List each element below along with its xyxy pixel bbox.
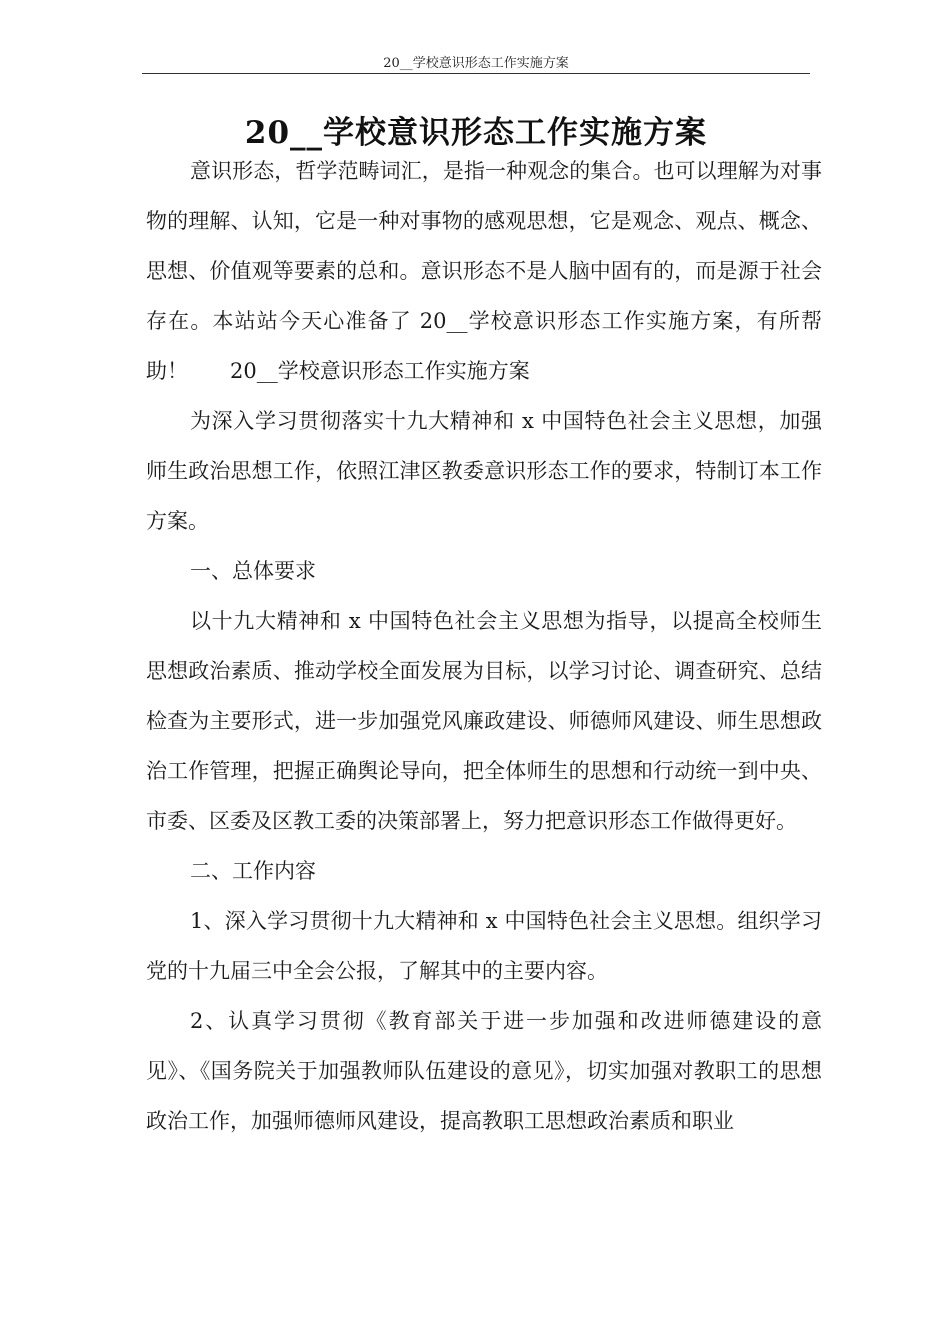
paragraph-item-2: 2、认真学习贯彻《教育部关于进一步加强和改进师德建设的意见》、《国务院关于加强教师队伍建设的意见》，切实加强对教职工的思想政治工作，加强师德师风建设，提高教职工思想政治素质和职业 [146, 1009, 822, 1133]
paragraph-purpose: 为深入学习贯彻落实十九大精神和 x 中国特色社会主义思想，加强师生政治思想工作，依照江津区教委意识形态工作的要求，特制订本工作方案。 [146, 409, 822, 533]
paragraph-intro: 意识形态，哲学范畴词汇，是指一种观念的集合。也可以理解为对事物的理解、认知，它是一种对事物的感观思想，它是观念、观点、概念、思想、价值观等要素的总和。意识形态不是人脑中固有的，而是源于社会存在。本站站今天心准备了 20__学校意识形态工作实施方案，有所帮助！ 20__学校意识形态工作实施方案 [146, 159, 822, 383]
running-header: 20__学校意识形态工作实施方案 [383, 56, 569, 71]
paragraph-requirements: 以十九大精神和 x 中国特色社会主义思想为指导，以提高全校师生思想政治素质、推动学校全面发展为目标，以学习讨论、调查研究、总结检查为主要形式，进一步加强党风廉政建设、师德师风建设、师生思想政治工作管理，把握正确舆论导向，把全体师生的思想和行动统一到中央、市委、区委及区教工委的决策部署上，努力把意识形态工作做得更好。 [146, 609, 822, 833]
document-body [146, 146, 822, 1146]
document-title: 20__学校意识形态工作实施方案 [244, 114, 708, 151]
paragraph-item-1: 1、深入学习贯彻十九大精神和 x 中国特色社会主义思想。组织学习党的十九届三中全会公报，了解其中的主要内容。 [146, 909, 822, 983]
header-divider [142, 73, 810, 74]
section-heading-content: 二、工作内容 [190, 859, 316, 883]
section-heading-requirements: 一、总体要求 [190, 559, 316, 583]
